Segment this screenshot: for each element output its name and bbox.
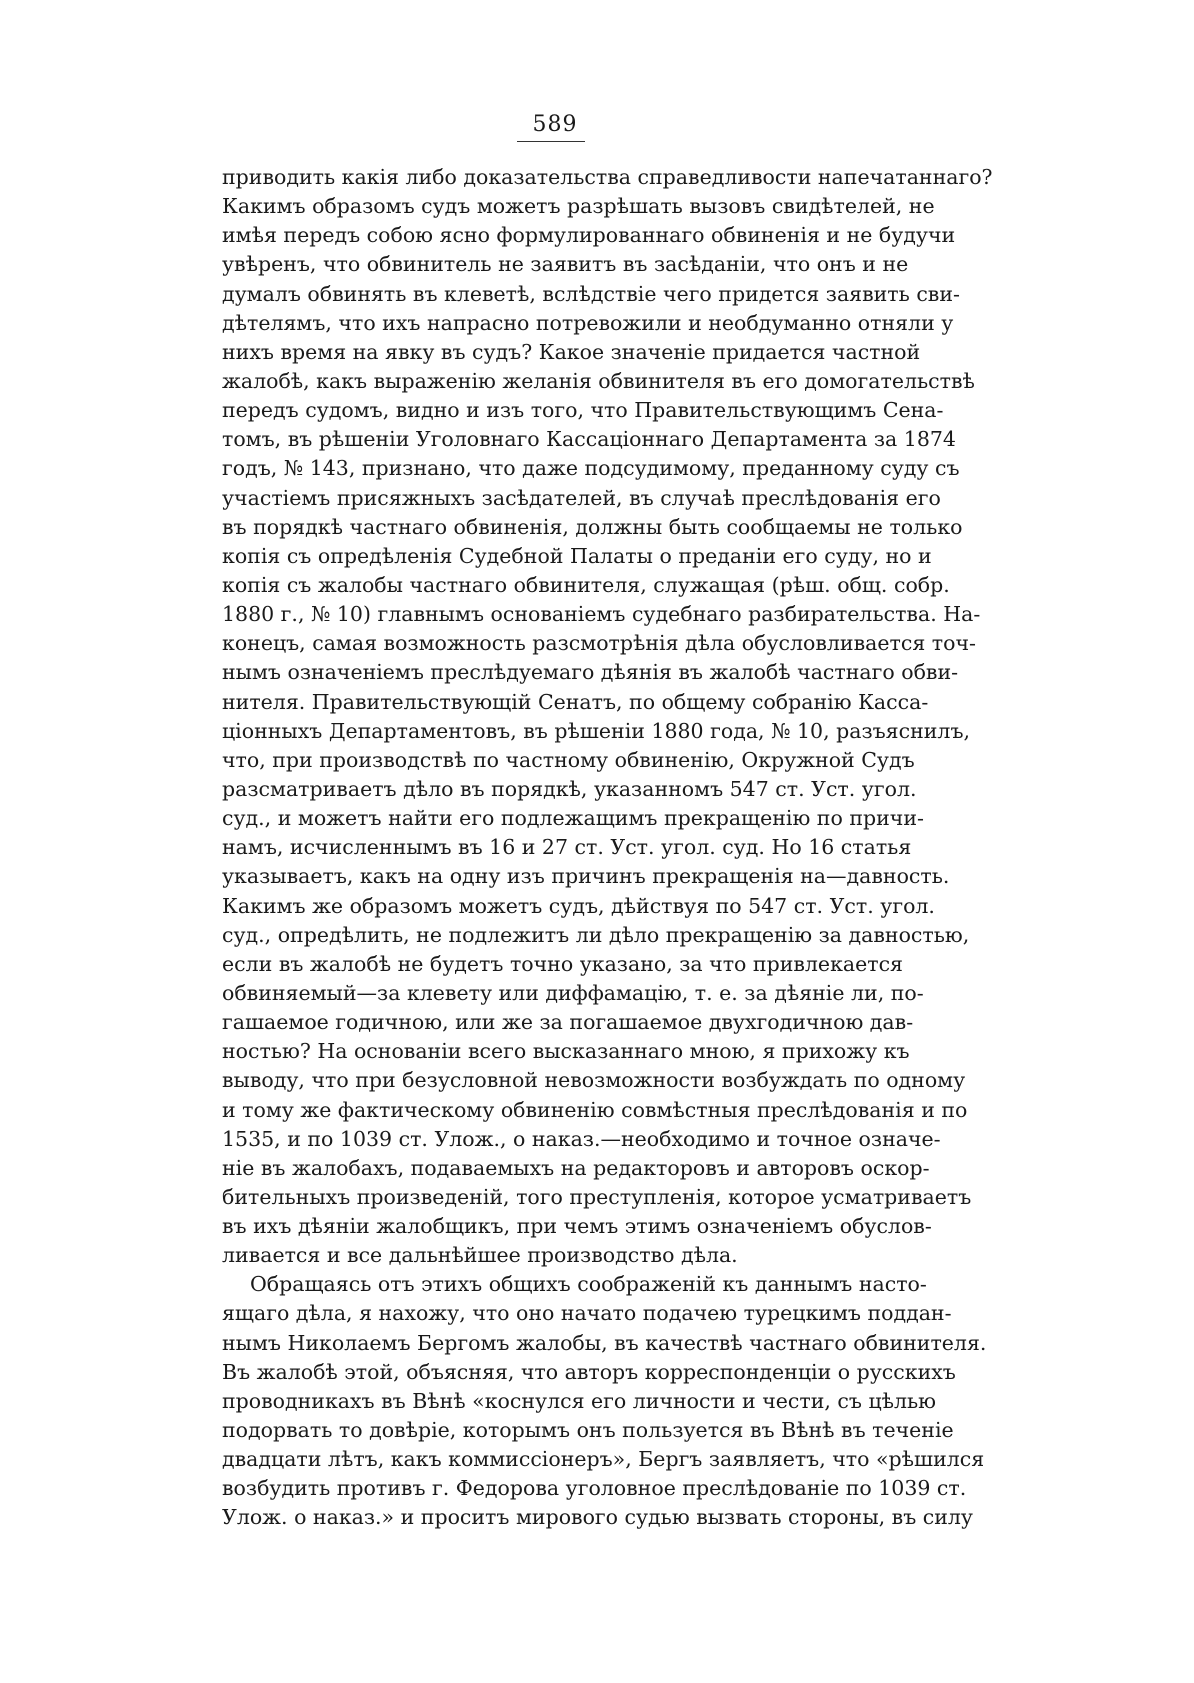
text-line: 1535, и по 1039 ст. Улож., о наказ.—необходимо и точное означе-: [222, 1126, 941, 1151]
text-line: увѣренъ, что обвинитель не заявитъ въ засѣданіи, что онъ и не: [222, 252, 909, 277]
text-line: передъ судомъ, видно и изъ того, что Правительствующимъ Сена-: [222, 398, 944, 423]
text-line: годъ, № 143, признано, что даже подсудимому, преданному суду съ: [222, 456, 960, 481]
page-number-rule: [517, 141, 585, 142]
text-line: Въ жалобѣ этой, объясняя, что авторъ корреспонденціи о русскихъ: [222, 1359, 956, 1384]
text-line: возбудить противъ г. Федорова уголовное преслѣдованіе по 1039 ст.: [222, 1476, 967, 1501]
text-line: конецъ, самая возможность разсмотрѣнія дѣла обусловливается точ-: [222, 631, 976, 656]
text-line: нымъ означеніемъ преслѣдуемаго дѣянія въ жалобѣ частнаго обви-: [222, 660, 959, 685]
text-line: ніе въ жалобахъ, подаваемыхъ на редакторовъ и авторовъ оскор-: [222, 1155, 930, 1180]
text-line: Улож. о наказ.» и проситъ мирового судью вызвать стороны, въ силу: [222, 1505, 973, 1530]
text-line: 1880 г., № 10) главнымъ основаніемъ судебнаго разбирательства. На-: [222, 602, 981, 627]
text-line: Какимъ же образомъ можетъ судъ, дѣйствуя по 547 ст. Уст. угол.: [222, 893, 935, 918]
text-line: выводу, что при безусловной невозможности возбуждать по одному: [222, 1068, 966, 1093]
text-line: Какимъ образомъ судъ можетъ разрѣшать вызовъ свидѣтелей, не: [222, 194, 935, 219]
text-line: имѣя передъ собою ясно формулированнаго обвиненія и не будучи: [222, 223, 956, 248]
text-line: ностью? На основаніи всего высказаннаго мною, я прихожу къ: [222, 1039, 910, 1064]
text-line: подорвать то довѣріе, которымъ онъ пользуется въ Вѣнѣ въ теченіе: [222, 1418, 954, 1443]
text-line: нихъ время на явку въ судъ? Какое значеніе придается частной: [222, 339, 921, 364]
text-line: нителя. Правительствующій Сенатъ, по общему собранію Касса-: [222, 689, 929, 714]
text-line: въ порядкѣ частнаго обвиненія, должны быть сообщаемы не только: [222, 514, 963, 539]
text-line: участіемъ присяжныхъ засѣдателей, въ случаѣ преслѣдованія его: [222, 485, 941, 510]
text-line: бительныхъ произведеній, того преступленія, которое усматриваетъ: [222, 1184, 972, 1209]
text-line: думалъ обвинять въ клеветѣ, вслѣдствіе чего придется заявить сви-: [222, 281, 960, 306]
text-line: гашаемое годичною, или же за погашаемое двухгодичною дав-: [222, 1010, 914, 1035]
paragraph-1: [222, 163, 993, 1270]
text-line: Обращаясь отъ этихъ общихъ соображеній къ даннымъ насто-: [250, 1272, 927, 1297]
text-line: приводить какія либо доказательства справедливости напечатаннаго?: [222, 165, 993, 189]
text-line: суд., опредѣлить, не подлежитъ ли дѣло прекращенію за давностью,: [222, 922, 970, 947]
text-line: въ ихъ дѣяніи жалобщикъ, при чемъ этимъ означеніемъ обуслов-: [222, 1214, 932, 1239]
text-line: разсматриваетъ дѣло въ порядкѣ, указанномъ 547 ст. Уст. угол.: [222, 776, 917, 801]
text-line: указываетъ, какъ на одну изъ причинъ прекращенія на—давность.: [222, 864, 950, 889]
text-line: ливается и все дальнѣйшее производство дѣла.: [222, 1243, 738, 1268]
text-line: двадцати лѣтъ, какъ коммиссіонеръ», Бергъ заявляетъ, что «рѣшился: [222, 1447, 985, 1472]
text-line: копія съ опредѣленія Судебной Палаты о преданіи его суду, но и: [222, 543, 932, 568]
text-line: что, при производствѣ по частному обвиненію, Окружной Судъ: [222, 747, 915, 772]
text-line: обвиняемый—за клевету или диффамацію, т. е. за дѣяніе ли, по-: [222, 980, 924, 1005]
text-line: томъ, въ рѣшеніи Уголовнаго Кассаціоннаго Департамента за 1874: [222, 427, 956, 452]
text-line: ящаго дѣла, я нахожу, что оно начато подачею турецкимъ поддан-: [222, 1301, 952, 1326]
text-line: жалобѣ, какъ выраженію желанія обвинителя въ его домогательствѣ: [222, 368, 975, 393]
text-line: дѣтелямъ, что ихъ напрасно потревожили и необдуманно отняли у: [222, 310, 954, 335]
text-line: если въ жалобѣ не будетъ точно указано, за что привлекается: [222, 951, 903, 976]
page-number: 589: [532, 112, 578, 137]
text-line: ціонныхъ Департаментовъ, въ рѣшеніи 1880 года, № 10, разъяснилъ,: [222, 718, 970, 743]
text-line: копія съ жалобы частнаго обвинителя, служащая (рѣш. общ. собр.: [222, 572, 950, 597]
text-line: проводникахъ въ Вѣнѣ «коснулся его личности и чести, съ цѣлью: [222, 1388, 937, 1413]
text-line: нымъ Николаемъ Бергомъ жалобы, въ качествѣ частнаго обвинителя.: [222, 1330, 987, 1355]
text-line: и тому же фактическому обвиненію совмѣстныя преслѣдованія и по: [222, 1097, 968, 1122]
body-text: [222, 163, 993, 1533]
paragraph-2: [222, 1270, 987, 1532]
text-line: намъ, исчисленнымъ въ 16 и 27 ст. Уст. угол. суд. Но 16 статья: [222, 835, 912, 860]
text-line: суд., и можетъ найти его подлежащимъ прекращенію по причи-: [222, 806, 924, 831]
